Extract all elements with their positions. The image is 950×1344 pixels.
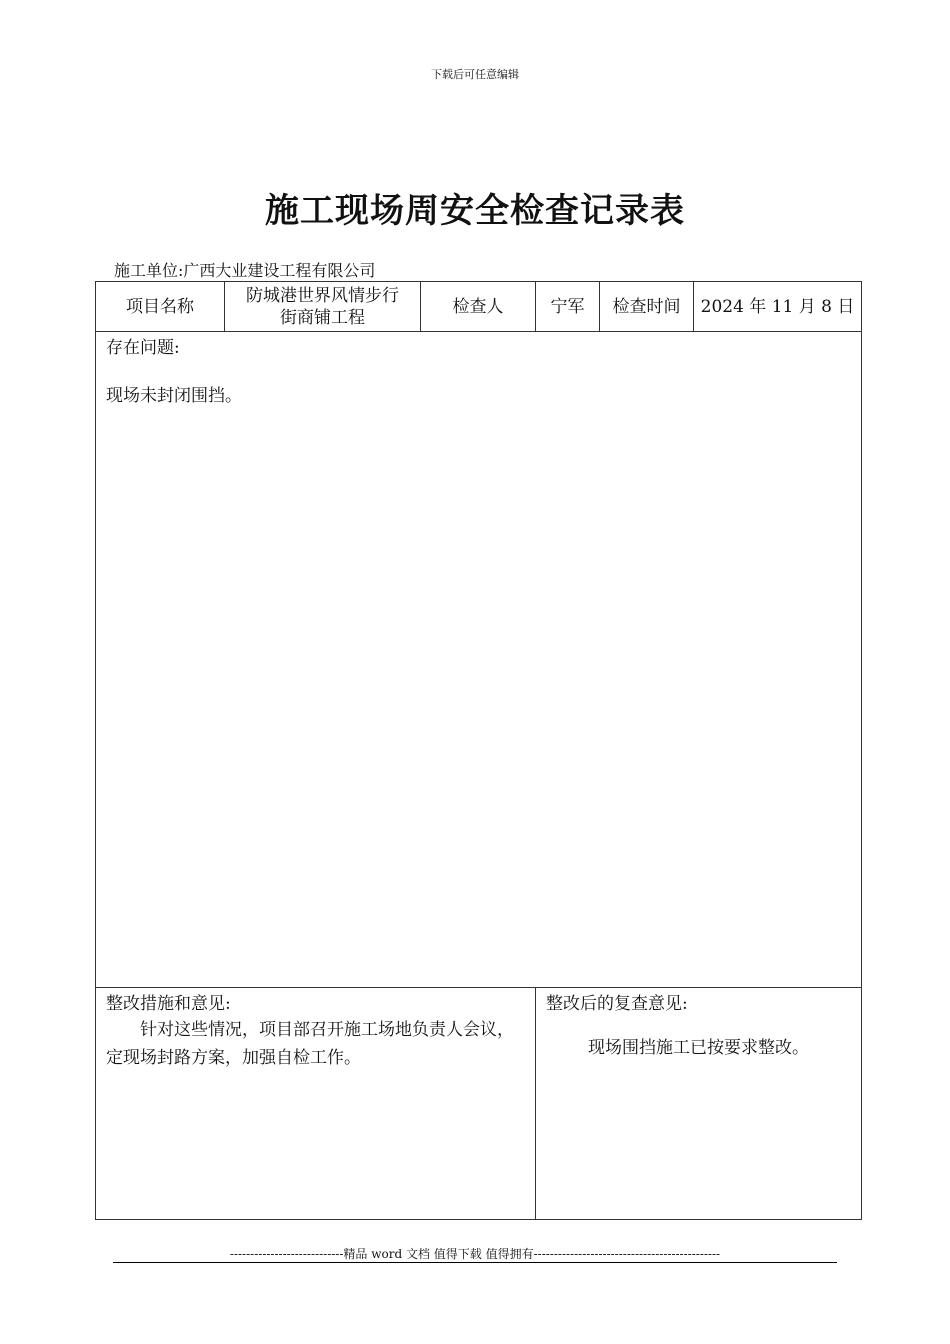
review-text: 现场围挡施工已按要求整改。	[588, 1038, 809, 1058]
footer-text: ----------------------------精品 word 文档 值得下载 值得拥有----------------------------------------------	[229, 1247, 721, 1261]
info-row	[96, 282, 862, 332]
review-label: 整改后的复查意见:	[546, 994, 688, 1014]
page-title: 施工现场周安全检查记录表	[265, 191, 685, 231]
project-name-line1: 防城港世界风情步行	[246, 285, 399, 306]
inspection-time-label: 检查时间	[600, 282, 694, 332]
inspector-value: 宁军	[536, 282, 600, 332]
rectification-label: 整改措施和意见:	[106, 994, 231, 1014]
problems-cell	[96, 332, 862, 988]
project-name-value	[225, 282, 421, 332]
problems-label: 存在问题:	[106, 338, 180, 358]
project-name-label: 项目名称	[96, 282, 225, 332]
rectification-text: 针对这些情况，项目部召开施工场地负责人会议，定现场封路方案，加强自检工作。	[106, 1020, 514, 1068]
inspection-record-table	[95, 281, 862, 1220]
inspector-label: 检查人	[421, 282, 536, 332]
rectification-cell	[96, 988, 536, 1220]
header-note: 下载后可任意编辑	[431, 68, 519, 81]
construction-unit: 施工单位:广西大业建设工程有限公司	[114, 261, 376, 280]
review-cell	[536, 988, 862, 1220]
problems-text: 现场未封闭围挡。	[106, 386, 242, 406]
problems-row	[96, 332, 862, 988]
measures-row	[96, 988, 862, 1220]
inspection-time-value: 2024 年 11 月 8 日	[694, 282, 862, 332]
footer-divider	[113, 1262, 837, 1263]
project-name-line2: 街商铺工程	[280, 307, 365, 328]
